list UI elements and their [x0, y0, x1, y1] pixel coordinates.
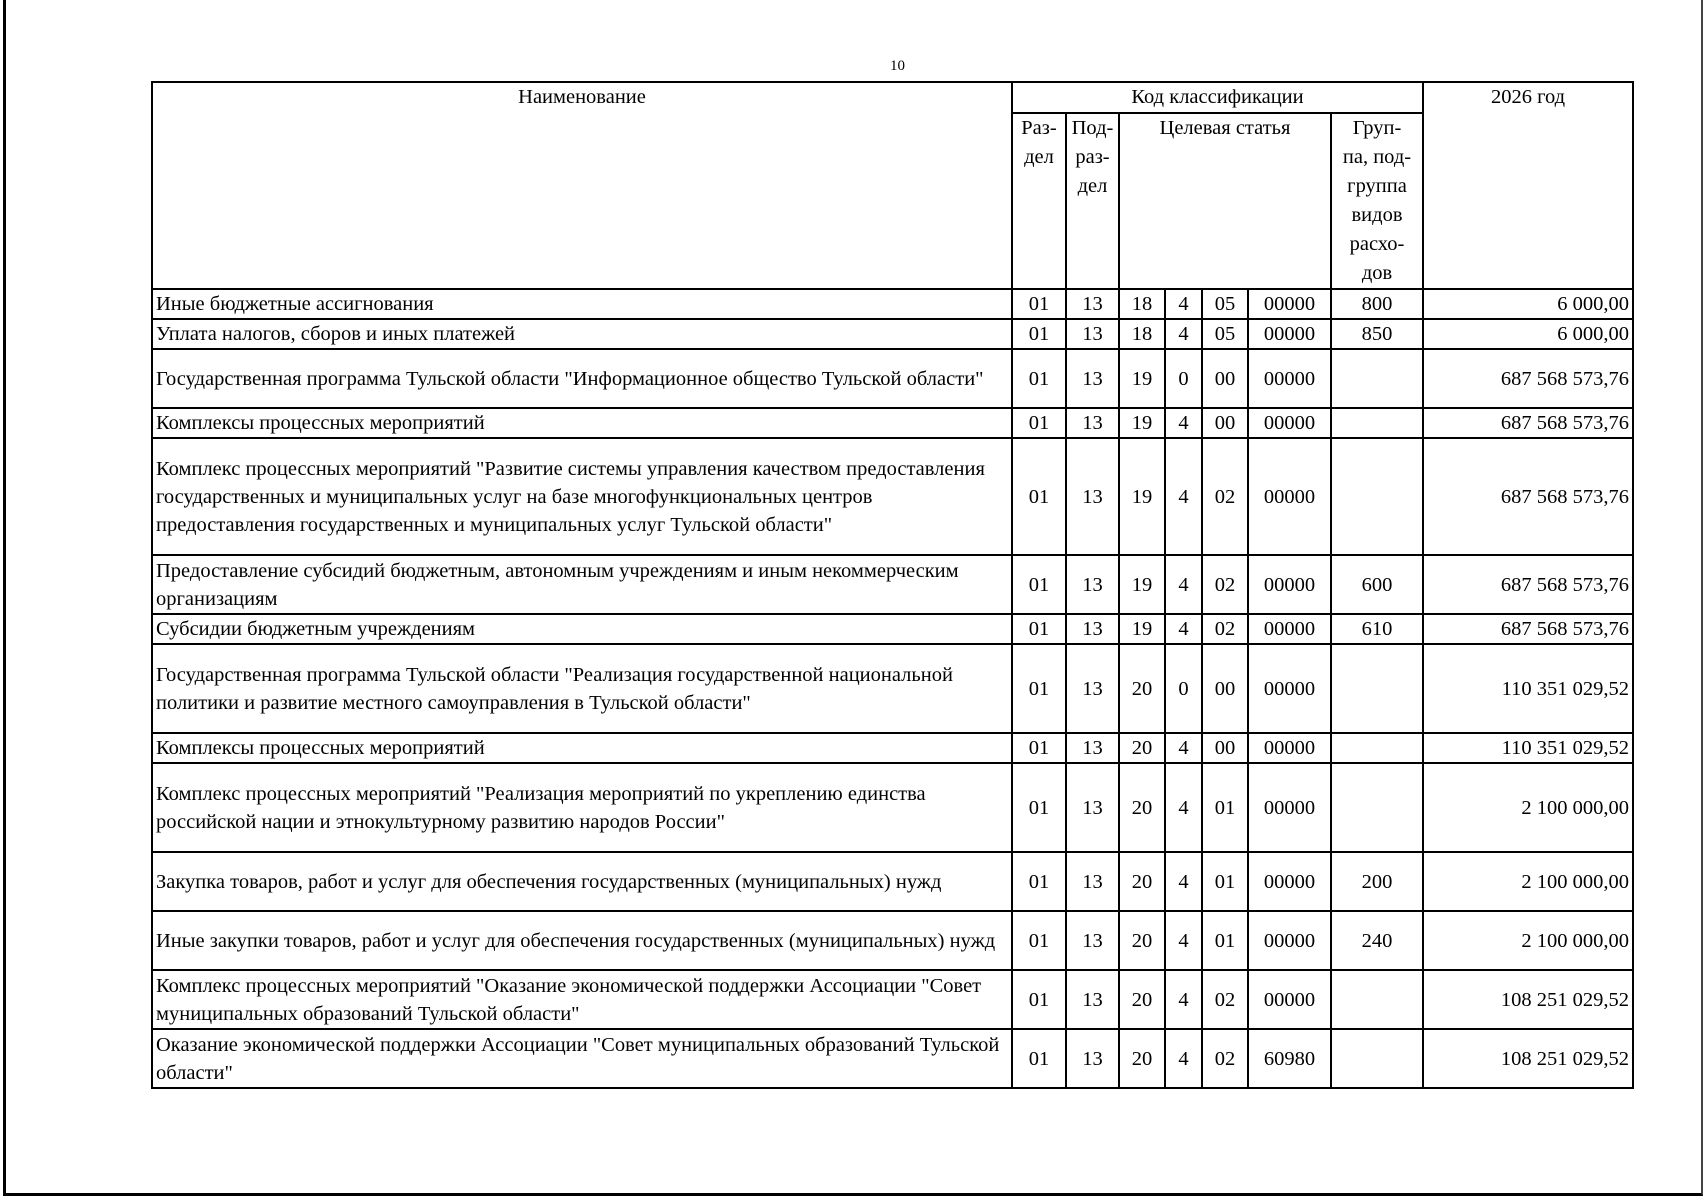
cell-amount: 6 000,00	[1423, 319, 1633, 349]
cell-structure: 01	[1202, 911, 1248, 970]
cell-section: 01	[1012, 438, 1066, 555]
cell-subsection: 13	[1066, 438, 1119, 555]
cell-amount: 687 568 573,76	[1423, 349, 1633, 408]
cell-section: 01	[1012, 852, 1066, 911]
cell-type: 4	[1165, 911, 1202, 970]
cell-structure: 01	[1202, 763, 1248, 852]
cell-direction: 00000	[1248, 763, 1331, 852]
cell-amount: 108 251 029,52	[1423, 970, 1633, 1029]
cell-type: 0	[1165, 644, 1202, 733]
cell-type: 0	[1165, 349, 1202, 408]
cell-name: Государственная программа Тульской области "Реализация государственной национальной политики и развитие местного самоуправления в Тульской области"	[152, 644, 1012, 733]
cell-structure: 00	[1202, 349, 1248, 408]
page-number: 10	[890, 58, 905, 74]
cell-type: 4	[1165, 555, 1202, 614]
cell-structure: 01	[1202, 852, 1248, 911]
cell-name: Закупка товаров, работ и услуг для обеспечения государственных (муниципальных) нужд	[152, 852, 1012, 911]
table-row	[152, 911, 1633, 970]
cell-section: 01	[1012, 614, 1066, 644]
cell-program: 20	[1119, 852, 1165, 911]
cell-name: Комплекс процессных мероприятий "Оказание экономической поддержки Ассоциации "Совет муниципальных образований Тульской области"	[152, 970, 1012, 1029]
header-section: Раз- дел	[1012, 113, 1066, 289]
cell-type: 4	[1165, 289, 1202, 319]
cell-program: 19	[1119, 438, 1165, 555]
cell-amount: 687 568 573,76	[1423, 614, 1633, 644]
cell-expense-group	[1331, 763, 1423, 852]
cell-amount: 2 100 000,00	[1423, 763, 1633, 852]
cell-direction: 00000	[1248, 970, 1331, 1029]
cell-direction: 00000	[1248, 644, 1331, 733]
cell-name: Предоставление субсидий бюджетным, автономным учреждениям и иным некоммерческим организациям	[152, 555, 1012, 614]
cell-subsection: 13	[1066, 289, 1119, 319]
cell-section: 01	[1012, 644, 1066, 733]
cell-expense-group	[1331, 733, 1423, 763]
cell-section: 01	[1012, 408, 1066, 438]
cell-section: 01	[1012, 289, 1066, 319]
cell-expense-group	[1331, 408, 1423, 438]
cell-section: 01	[1012, 319, 1066, 349]
cell-subsection: 13	[1066, 763, 1119, 852]
cell-subsection: 13	[1066, 408, 1119, 438]
cell-direction: 00000	[1248, 349, 1331, 408]
cell-direction: 00000	[1248, 614, 1331, 644]
cell-amount: 687 568 573,76	[1423, 555, 1633, 614]
cell-structure: 00	[1202, 408, 1248, 438]
cell-amount: 2 100 000,00	[1423, 911, 1633, 970]
cell-structure: 05	[1202, 289, 1248, 319]
cell-type: 4	[1165, 614, 1202, 644]
cell-name: Комплекс процессных мероприятий "Реализация мероприятий по укреплению единства российской нации и этнокультурному развитию народов России"	[152, 763, 1012, 852]
cell-type: 4	[1165, 970, 1202, 1029]
cell-name: Комплексы процессных мероприятий	[152, 408, 1012, 438]
cell-program: 20	[1119, 733, 1165, 763]
cell-program: 20	[1119, 763, 1165, 852]
table-row	[152, 349, 1633, 408]
cell-direction: 00000	[1248, 911, 1331, 970]
header-expense-group: Груп- па, под- группа видов расхо- дов	[1331, 113, 1423, 289]
cell-subsection: 13	[1066, 970, 1119, 1029]
cell-type: 4	[1165, 763, 1202, 852]
cell-type: 4	[1165, 438, 1202, 555]
cell-program: 19	[1119, 408, 1165, 438]
cell-subsection: 13	[1066, 852, 1119, 911]
table-row	[152, 408, 1633, 438]
cell-subsection: 13	[1066, 1029, 1119, 1088]
header-classification: Код классификации	[1012, 82, 1423, 113]
cell-direction: 00000	[1248, 408, 1331, 438]
cell-structure: 00	[1202, 733, 1248, 763]
cell-direction: 00000	[1248, 555, 1331, 614]
cell-expense-group	[1331, 970, 1423, 1029]
cell-amount: 110 351 029,52	[1423, 644, 1633, 733]
cell-expense-group	[1331, 438, 1423, 555]
table-row	[152, 319, 1633, 349]
cell-amount: 2 100 000,00	[1423, 852, 1633, 911]
cell-expense-group: 800	[1331, 289, 1423, 319]
table-row	[152, 555, 1633, 614]
cell-name: Иные бюджетные ассигнования	[152, 289, 1012, 319]
cell-direction: 00000	[1248, 733, 1331, 763]
cell-amount: 687 568 573,76	[1423, 438, 1633, 555]
cell-name: Субсидии бюджетным учреждениям	[152, 614, 1012, 644]
budget-table	[151, 81, 1634, 1089]
cell-direction: 00000	[1248, 289, 1331, 319]
cell-subsection: 13	[1066, 319, 1119, 349]
cell-name: Комплекс процессных мероприятий "Развитие системы управления качеством предоставления государственных и муниципальных услуг на базе многофункциональных центров предоставления государственных и муниципальных услуг Тульской области"	[152, 438, 1012, 555]
cell-type: 4	[1165, 733, 1202, 763]
cell-expense-group: 240	[1331, 911, 1423, 970]
table-row	[152, 289, 1633, 319]
cell-structure: 00	[1202, 644, 1248, 733]
cell-name: Иные закупки товаров, работ и услуг для обеспечения государственных (муниципальных) нужд	[152, 911, 1012, 970]
table-row	[152, 852, 1633, 911]
cell-subsection: 13	[1066, 733, 1119, 763]
cell-direction: 00000	[1248, 852, 1331, 911]
header-year: 2026 год	[1423, 82, 1633, 289]
cell-program: 19	[1119, 349, 1165, 408]
table-body	[152, 289, 1633, 1088]
cell-structure: 02	[1202, 970, 1248, 1029]
cell-section: 01	[1012, 911, 1066, 970]
cell-type: 4	[1165, 319, 1202, 349]
cell-subsection: 13	[1066, 349, 1119, 408]
table-row	[152, 644, 1633, 733]
cell-expense-group: 600	[1331, 555, 1423, 614]
table-row	[152, 733, 1633, 763]
cell-structure: 02	[1202, 614, 1248, 644]
cell-type: 4	[1165, 408, 1202, 438]
cell-name: Оказание экономической поддержки Ассоциации "Совет муниципальных образований Тульской области"	[152, 1029, 1012, 1088]
cell-section: 01	[1012, 349, 1066, 408]
cell-subsection: 13	[1066, 555, 1119, 614]
cell-section: 01	[1012, 733, 1066, 763]
cell-program: 18	[1119, 319, 1165, 349]
table-row	[152, 970, 1633, 1029]
cell-type: 4	[1165, 1029, 1202, 1088]
cell-expense-group: 200	[1331, 852, 1423, 911]
cell-amount: 110 351 029,52	[1423, 733, 1633, 763]
cell-expense-group: 850	[1331, 319, 1423, 349]
cell-expense-group: 610	[1331, 614, 1423, 644]
header-row-1	[152, 82, 1633, 113]
cell-amount: 6 000,00	[1423, 289, 1633, 319]
cell-name: Уплата налогов, сборов и иных платежей	[152, 319, 1012, 349]
cell-structure: 05	[1202, 319, 1248, 349]
cell-program: 20	[1119, 1029, 1165, 1088]
cell-type: 4	[1165, 852, 1202, 911]
table-row	[152, 614, 1633, 644]
header-name: Наименование	[152, 82, 1012, 289]
cell-name: Комплексы процессных мероприятий	[152, 733, 1012, 763]
cell-subsection: 13	[1066, 911, 1119, 970]
cell-structure: 02	[1202, 1029, 1248, 1088]
cell-program: 20	[1119, 644, 1165, 733]
cell-section: 01	[1012, 763, 1066, 852]
cell-program: 19	[1119, 614, 1165, 644]
cell-name: Государственная программа Тульской области "Информационное общество Тульской области"	[152, 349, 1012, 408]
cell-subsection: 13	[1066, 644, 1119, 733]
cell-program: 19	[1119, 555, 1165, 614]
cell-structure: 02	[1202, 438, 1248, 555]
table-row	[152, 438, 1633, 555]
cell-program: 20	[1119, 911, 1165, 970]
cell-subsection: 13	[1066, 614, 1119, 644]
cell-direction: 00000	[1248, 438, 1331, 555]
cell-program: 20	[1119, 970, 1165, 1029]
cell-amount: 108 251 029,52	[1423, 1029, 1633, 1088]
header-subsection: Под- раз- дел	[1066, 113, 1119, 289]
cell-section: 01	[1012, 970, 1066, 1029]
table-row	[152, 763, 1633, 852]
cell-expense-group	[1331, 349, 1423, 408]
table-row	[152, 1029, 1633, 1088]
cell-direction: 60980	[1248, 1029, 1331, 1088]
header-target-article: Целевая статья	[1119, 113, 1331, 289]
cell-structure: 02	[1202, 555, 1248, 614]
cell-amount: 687 568 573,76	[1423, 408, 1633, 438]
cell-expense-group	[1331, 644, 1423, 733]
cell-section: 01	[1012, 1029, 1066, 1088]
cell-program: 18	[1119, 289, 1165, 319]
cell-expense-group	[1331, 1029, 1423, 1088]
cell-direction: 00000	[1248, 319, 1331, 349]
cell-section: 01	[1012, 555, 1066, 614]
